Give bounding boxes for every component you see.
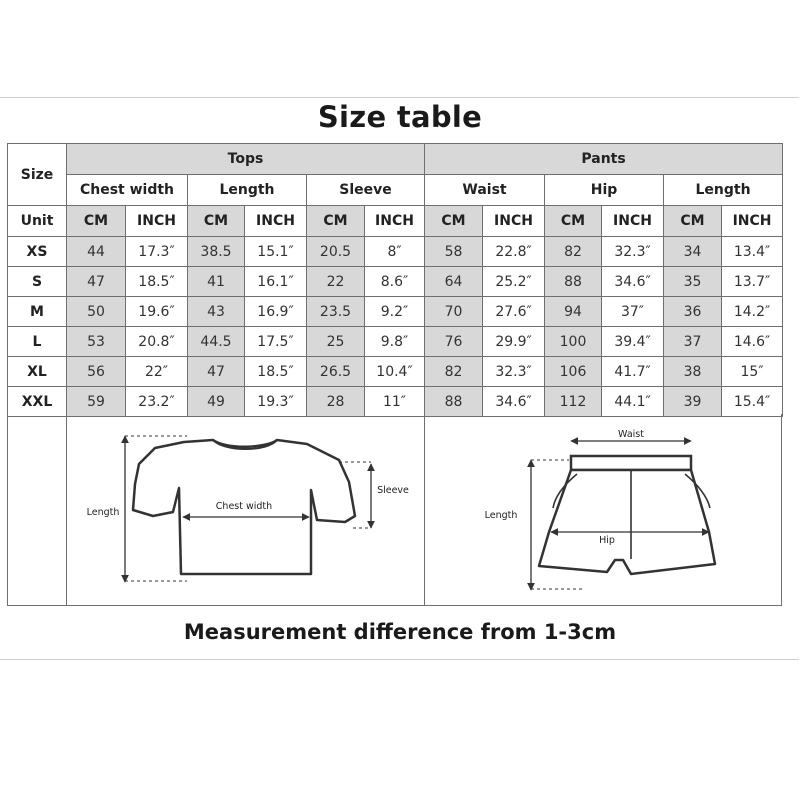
value-cell: 34.6″	[483, 387, 545, 417]
table-row	[8, 387, 783, 417]
value-cell: 38.5	[188, 237, 245, 267]
value-cell: 32.3″	[602, 237, 664, 267]
value-cell: 88	[425, 387, 483, 417]
table-row	[8, 297, 783, 327]
value-cell: 38	[664, 357, 722, 387]
size-table	[7, 143, 783, 417]
value-cell: 41	[188, 267, 245, 297]
size-header: Size	[8, 144, 67, 206]
value-cell: 35	[664, 267, 722, 297]
tops-group-header: Tops	[67, 144, 425, 175]
value-cell: 106	[545, 357, 602, 387]
unit-cell: CM	[425, 206, 483, 237]
value-cell: 50	[67, 297, 126, 327]
value-cell: 94	[545, 297, 602, 327]
hip-label: Hip	[599, 535, 615, 546]
table-row	[8, 327, 783, 357]
table-row	[8, 237, 783, 267]
unit-header: Unit	[8, 206, 67, 237]
value-cell: 15.1″	[245, 237, 307, 267]
value-cell: 49	[188, 387, 245, 417]
value-cell: 82	[425, 357, 483, 387]
value-cell: 15.4″	[722, 387, 783, 417]
top-length-label: Length	[86, 507, 120, 518]
value-cell: 44.5	[188, 327, 245, 357]
value-cell: 20.8″	[126, 327, 188, 357]
value-cell: 37″	[602, 297, 664, 327]
value-cell: 18.5″	[126, 267, 188, 297]
value-cell: 29.9″	[483, 327, 545, 357]
tops-length-header: Length	[188, 175, 307, 206]
unit-cell: INCH	[483, 206, 545, 237]
value-cell: 88	[545, 267, 602, 297]
value-cell: 17.5″	[245, 327, 307, 357]
chest-width-header: Chest width	[67, 175, 188, 206]
value-cell: 39.4″	[602, 327, 664, 357]
measurement-note: Measurement difference from 1-3cm	[183, 620, 617, 644]
value-cell: 13.7″	[722, 267, 783, 297]
value-cell: 58	[425, 237, 483, 267]
value-cell: 70	[425, 297, 483, 327]
value-cell: 11″	[365, 387, 425, 417]
value-cell: 32.3″	[483, 357, 545, 387]
value-cell: 47	[188, 357, 245, 387]
size-cell: XL	[8, 357, 67, 387]
sleeve-label: Sleeve	[377, 485, 409, 496]
unit-cell: CM	[545, 206, 602, 237]
unit-row	[8, 206, 783, 237]
pants-length-header: Length	[664, 175, 783, 206]
pants-group-header: Pants	[425, 144, 783, 175]
pants-diagram-cell	[424, 414, 783, 605]
page-title: Size table	[317, 100, 483, 134]
size-cell: M	[8, 297, 67, 327]
value-cell: 26.5	[307, 357, 365, 387]
unit-cell: INCH	[365, 206, 425, 237]
value-cell: 34.6″	[602, 267, 664, 297]
value-cell: 82	[545, 237, 602, 267]
value-cell: 14.2″	[722, 297, 783, 327]
waist-label: Waist	[618, 429, 644, 440]
value-cell: 44.1″	[602, 387, 664, 417]
value-cell: 17.3″	[126, 237, 188, 267]
value-cell: 39	[664, 387, 722, 417]
pants-length-label: Length	[484, 510, 518, 521]
value-cell: 10.4″	[365, 357, 425, 387]
value-cell: 20.5	[307, 237, 365, 267]
unit-cell: CM	[307, 206, 365, 237]
value-cell: 47	[67, 267, 126, 297]
unit-cell: CM	[664, 206, 722, 237]
table-row	[8, 267, 783, 297]
value-cell: 25.2″	[483, 267, 545, 297]
shorts-diagram-icon	[425, 414, 781, 604]
value-cell: 14.6″	[722, 327, 783, 357]
value-cell: 59	[67, 387, 126, 417]
value-cell: 16.1″	[245, 267, 307, 297]
waist-header: Waist	[425, 175, 545, 206]
value-cell: 15″	[722, 357, 783, 387]
value-cell: 41.7″	[602, 357, 664, 387]
value-cell: 56	[67, 357, 126, 387]
t-shirt-diagram-icon	[67, 414, 423, 604]
unit-cell: INCH	[245, 206, 307, 237]
size-cell: S	[8, 267, 67, 297]
size-cell: XS	[8, 237, 67, 267]
value-cell: 8″	[365, 237, 425, 267]
unit-cell: INCH	[722, 206, 783, 237]
size-cell: XXL	[8, 387, 67, 417]
value-cell: 23.2″	[126, 387, 188, 417]
unit-cell: CM	[67, 206, 126, 237]
sleeve-header: Sleeve	[307, 175, 425, 206]
value-cell: 16.9″	[245, 297, 307, 327]
value-cell: 8.6″	[365, 267, 425, 297]
value-cell: 22	[307, 267, 365, 297]
value-cell: 27.6″	[483, 297, 545, 327]
value-cell: 9.2″	[365, 297, 425, 327]
table-row	[8, 357, 783, 387]
chest-width-label: Chest width	[215, 501, 273, 512]
waistband	[571, 456, 691, 470]
size-cell: L	[8, 327, 67, 357]
value-cell: 9.8″	[365, 327, 425, 357]
value-cell: 43	[188, 297, 245, 327]
value-cell: 64	[425, 267, 483, 297]
hip-header: Hip	[545, 175, 664, 206]
value-cell: 36	[664, 297, 722, 327]
value-cell: 112	[545, 387, 602, 417]
value-cell: 18.5″	[245, 357, 307, 387]
diagram-row	[7, 414, 782, 606]
value-cell: 37	[664, 327, 722, 357]
value-cell: 13.4″	[722, 237, 783, 267]
value-cell: 19.6″	[126, 297, 188, 327]
top-diagram-cell	[66, 414, 424, 605]
value-cell: 23.5	[307, 297, 365, 327]
value-cell: 22″	[126, 357, 188, 387]
value-cell: 44	[67, 237, 126, 267]
value-cell: 19.3″	[245, 387, 307, 417]
value-cell: 22.8″	[483, 237, 545, 267]
unit-cell: INCH	[602, 206, 664, 237]
value-cell: 100	[545, 327, 602, 357]
unit-cell: CM	[188, 206, 245, 237]
value-cell: 34	[664, 237, 722, 267]
value-cell: 25	[307, 327, 365, 357]
value-cell: 76	[425, 327, 483, 357]
value-cell: 53	[67, 327, 126, 357]
unit-cell: INCH	[126, 206, 188, 237]
value-cell: 28	[307, 387, 365, 417]
